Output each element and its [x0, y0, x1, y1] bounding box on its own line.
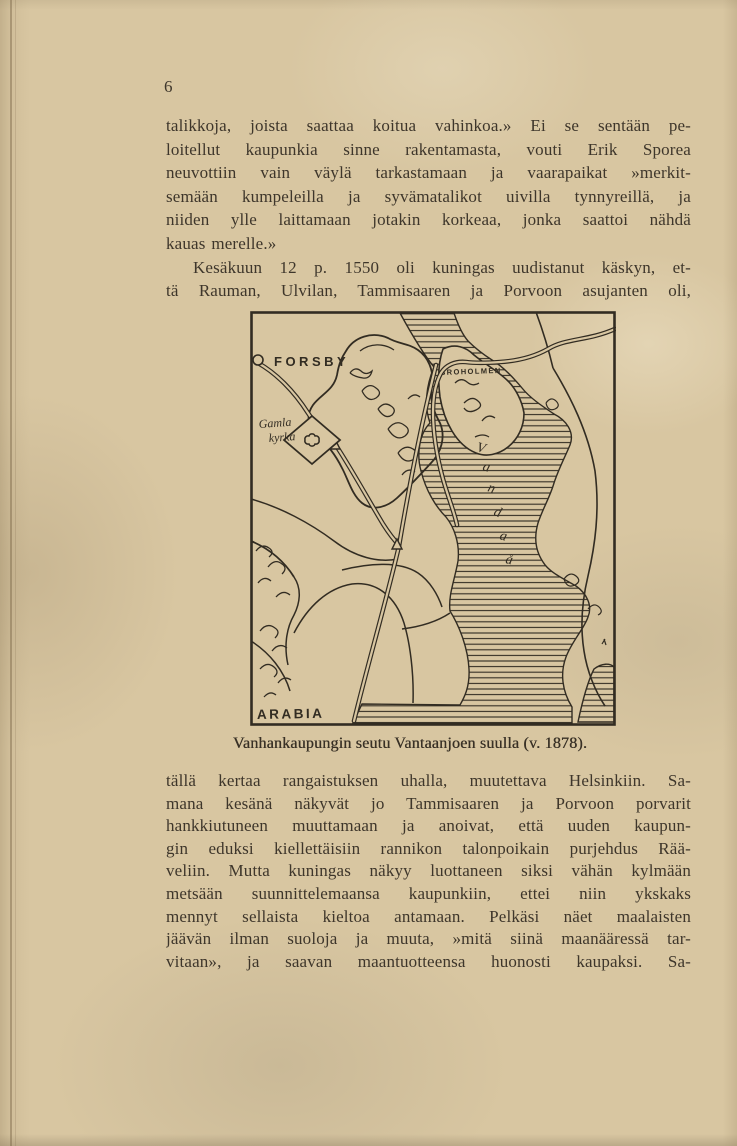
field-lines — [251, 499, 450, 703]
forsby-label: FORSBY — [274, 354, 350, 369]
hand-drawn-map — [250, 311, 616, 726]
paragraph-2 — [166, 770, 691, 973]
text-line: semään kumpeleilla ja syvämatalikot uivilla tynnyreillä, ja — [166, 186, 691, 206]
forsby-village-circle — [253, 355, 263, 365]
text-line: jäävän ilman suoloja ja muuta, »mitä siinä maanääressä tar- — [166, 929, 691, 949]
page-edge-line-2 — [15, 0, 16, 1146]
text-line: veliin. Mutta kuningas näkyy luottaneen siksi vähän kylmään — [166, 861, 691, 881]
paragraph-1 — [166, 114, 691, 303]
corner-scribbles — [256, 546, 291, 697]
arabia-label: ARABIA — [256, 705, 325, 722]
text-line: tällä kertaa rangaistuksen uhalla, muutettava Helsinkiin. Sa- — [166, 771, 691, 790]
island-label: BROHOLMEN — [439, 365, 502, 377]
text-line: kauas merelle.» — [166, 233, 277, 253]
svg-text:V: V — [475, 440, 487, 457]
figure-caption: Vanhankaupungin seutu Vantaanjoen suulla (v. 1878). — [232, 735, 588, 752]
quatrefoil-cross-icon — [305, 434, 319, 446]
svg-text:å: å — [504, 552, 515, 569]
page-number: 6 — [164, 77, 173, 96]
svg-text:d: d — [491, 504, 504, 522]
text-line: hankkiutuneen muuttamaan ja anoivat, että uuden kaupun- — [166, 816, 691, 836]
text-line: vitaan», ja saavan maantuotteensa huonosti kaupaksi. Sa- — [166, 951, 691, 971]
text-line: niiden ylle laittamaan jotakin korkeaa, jonka saattoi nähdä — [166, 210, 691, 230]
text-line: neuvottiin vain väylä tarkastamaan ja vaarapaikat »merkit- — [166, 163, 691, 183]
text-line: mana kesänä näkyvät jo Tammisaaren ja Porvoon porvarit — [166, 793, 691, 813]
text-line: Kesäkuun 12 p. 1550 oli kuningas uudistanut käskyn, et- — [193, 257, 691, 277]
corner-bay — [578, 664, 614, 722]
gamla-kyrka-label-line2: kyrka — [268, 429, 296, 445]
svg-text:n: n — [485, 480, 498, 497]
text-line: metsään suunnittelemaansa kaupunkiin, ettei niin ykskaks — [166, 883, 691, 903]
map-figure — [250, 311, 616, 726]
svg-text:a: a — [497, 528, 509, 545]
text-line: talikkoja, joista saattaa koitua vahinkoa.» Ei se sentään pe- — [166, 116, 691, 135]
text-line: loitellut kaupunkia sinne rakentamasta, vouti Erik Sporea — [166, 139, 691, 159]
gamla-kyrka-label-line1: Gamla — [258, 414, 292, 431]
text-line: mennyt sellaista kieltoa antamaan. Pelkäsi näet maalaisten — [166, 906, 691, 926]
text-line: tä Rauman, Ulvilan, Tammisaaren ja Porvoon asujanten oli, — [166, 281, 691, 301]
text-line: gin eduksi kiellettäisiin rannikon talonpoikain purjehdus Rää- — [166, 838, 691, 858]
page-edge-line — [10, 0, 12, 1146]
svg-text:a: a — [480, 459, 492, 476]
